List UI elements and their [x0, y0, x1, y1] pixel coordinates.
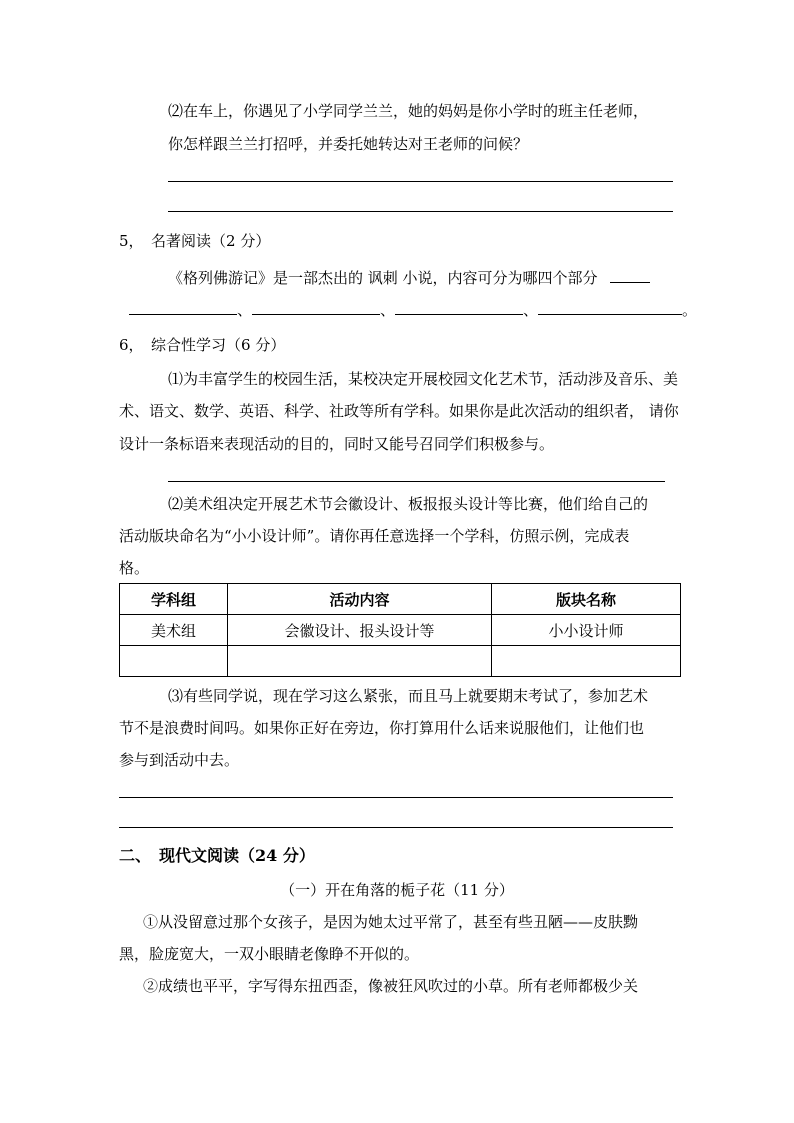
q4-2-line2: 你怎样跟兰兰打招呼，并委托她转达对王老师的问候？ [168, 135, 529, 153]
q5-line1 [168, 266, 650, 288]
answer-line [168, 211, 673, 212]
q6-p1-line3: 设计一条标语来表现活动的目的，同时又能号召同学们积极参与。 [119, 435, 555, 453]
table-header-cell: 版块名称 [492, 584, 681, 615]
table-cell: 会徽设计、报头设计等 [228, 615, 492, 646]
q6-p1-line2: 术、语文、数学、英语、科学、社政等所有学科。如果你是此次活动的组织者， 请你 [119, 402, 679, 420]
q6-p2-line1: ⑵美术组决定开展艺术节会徽设计、板报报头设计等比赛，他们给自己的 [168, 495, 649, 513]
q6-p3-line2: 节不是浪费时间吗。如果你正好在旁边，你打算用什么话来说服他们，让他们也 [119, 719, 645, 737]
answer-line [119, 797, 673, 798]
para1-line1: ①从没留意过那个女孩子，是因为她太过平常了，甚至有些丑陋——皮肤黝 [143, 913, 639, 931]
q6-p3-line1: ⑶有些同学说，现在学习这么紧张，而且马上就要期末考试了，参加艺术 [168, 687, 649, 705]
answer-line [168, 481, 665, 482]
answer-blank [610, 266, 650, 283]
table-row [120, 615, 681, 646]
answer-blank [538, 298, 682, 315]
q6-heading: 6， 综合性学习（6 分） [119, 336, 286, 354]
q5-heading: 5， 名著阅读（2 分） [119, 232, 271, 250]
activity-table [119, 583, 681, 677]
answer-blank [252, 298, 380, 315]
answer-line [168, 181, 673, 182]
q5-line2 [129, 298, 697, 320]
table-cell: 美术组 [120, 615, 228, 646]
end-mark: 。 [682, 301, 698, 319]
table-header-row [120, 584, 681, 615]
q6-p2-line2: 活动版块命名为“小小设计师”。请你再任意选择一个学科，仿照示例，完成表 [119, 527, 630, 545]
q6-p2-line3: 格。 [119, 559, 150, 577]
section2-subheading: （一）开在角落的栀子花（11 分） [280, 881, 514, 899]
table-cell: 小小设计师 [492, 615, 681, 646]
table-cell [228, 646, 492, 677]
q6-p3-line3: 参与到活动中去。 [119, 751, 240, 769]
answer-line [119, 827, 673, 828]
table-cell [492, 646, 681, 677]
separator: 、 [237, 301, 253, 319]
para2-line1: ②成绩也平平，字写得东扭西歪，像被狂风吹过的小草。所有老师都极少关 [143, 977, 639, 995]
section2-heading: 二、 现代文阅读（24 分） [119, 846, 315, 865]
q6-p1-line1: ⑴为丰富学生的校园生活，某校决定开展校园文化艺术节，活动涉及音乐、美 [168, 370, 679, 388]
table-header-cell: 学科组 [120, 584, 228, 615]
separator: 、 [523, 301, 539, 319]
table-cell [120, 646, 228, 677]
para1-line2: 黑，脸庞宽大，一双小眼睛老像睁不开似的。 [119, 945, 420, 963]
table-row [120, 646, 681, 677]
answer-blank [395, 298, 523, 315]
q4-2-line1: ⑵在车上，你遇见了小学同学兰兰，她的妈妈是你小学时的班主任老师， [168, 102, 649, 120]
answer-blank [129, 298, 237, 315]
table-header-cell: 活动内容 [228, 584, 492, 615]
separator: 、 [380, 301, 396, 319]
q5-prompt: 《格列佛游记》是一部杰出的 讽刺 小说，内容可分为哪四个部分 [168, 269, 598, 287]
